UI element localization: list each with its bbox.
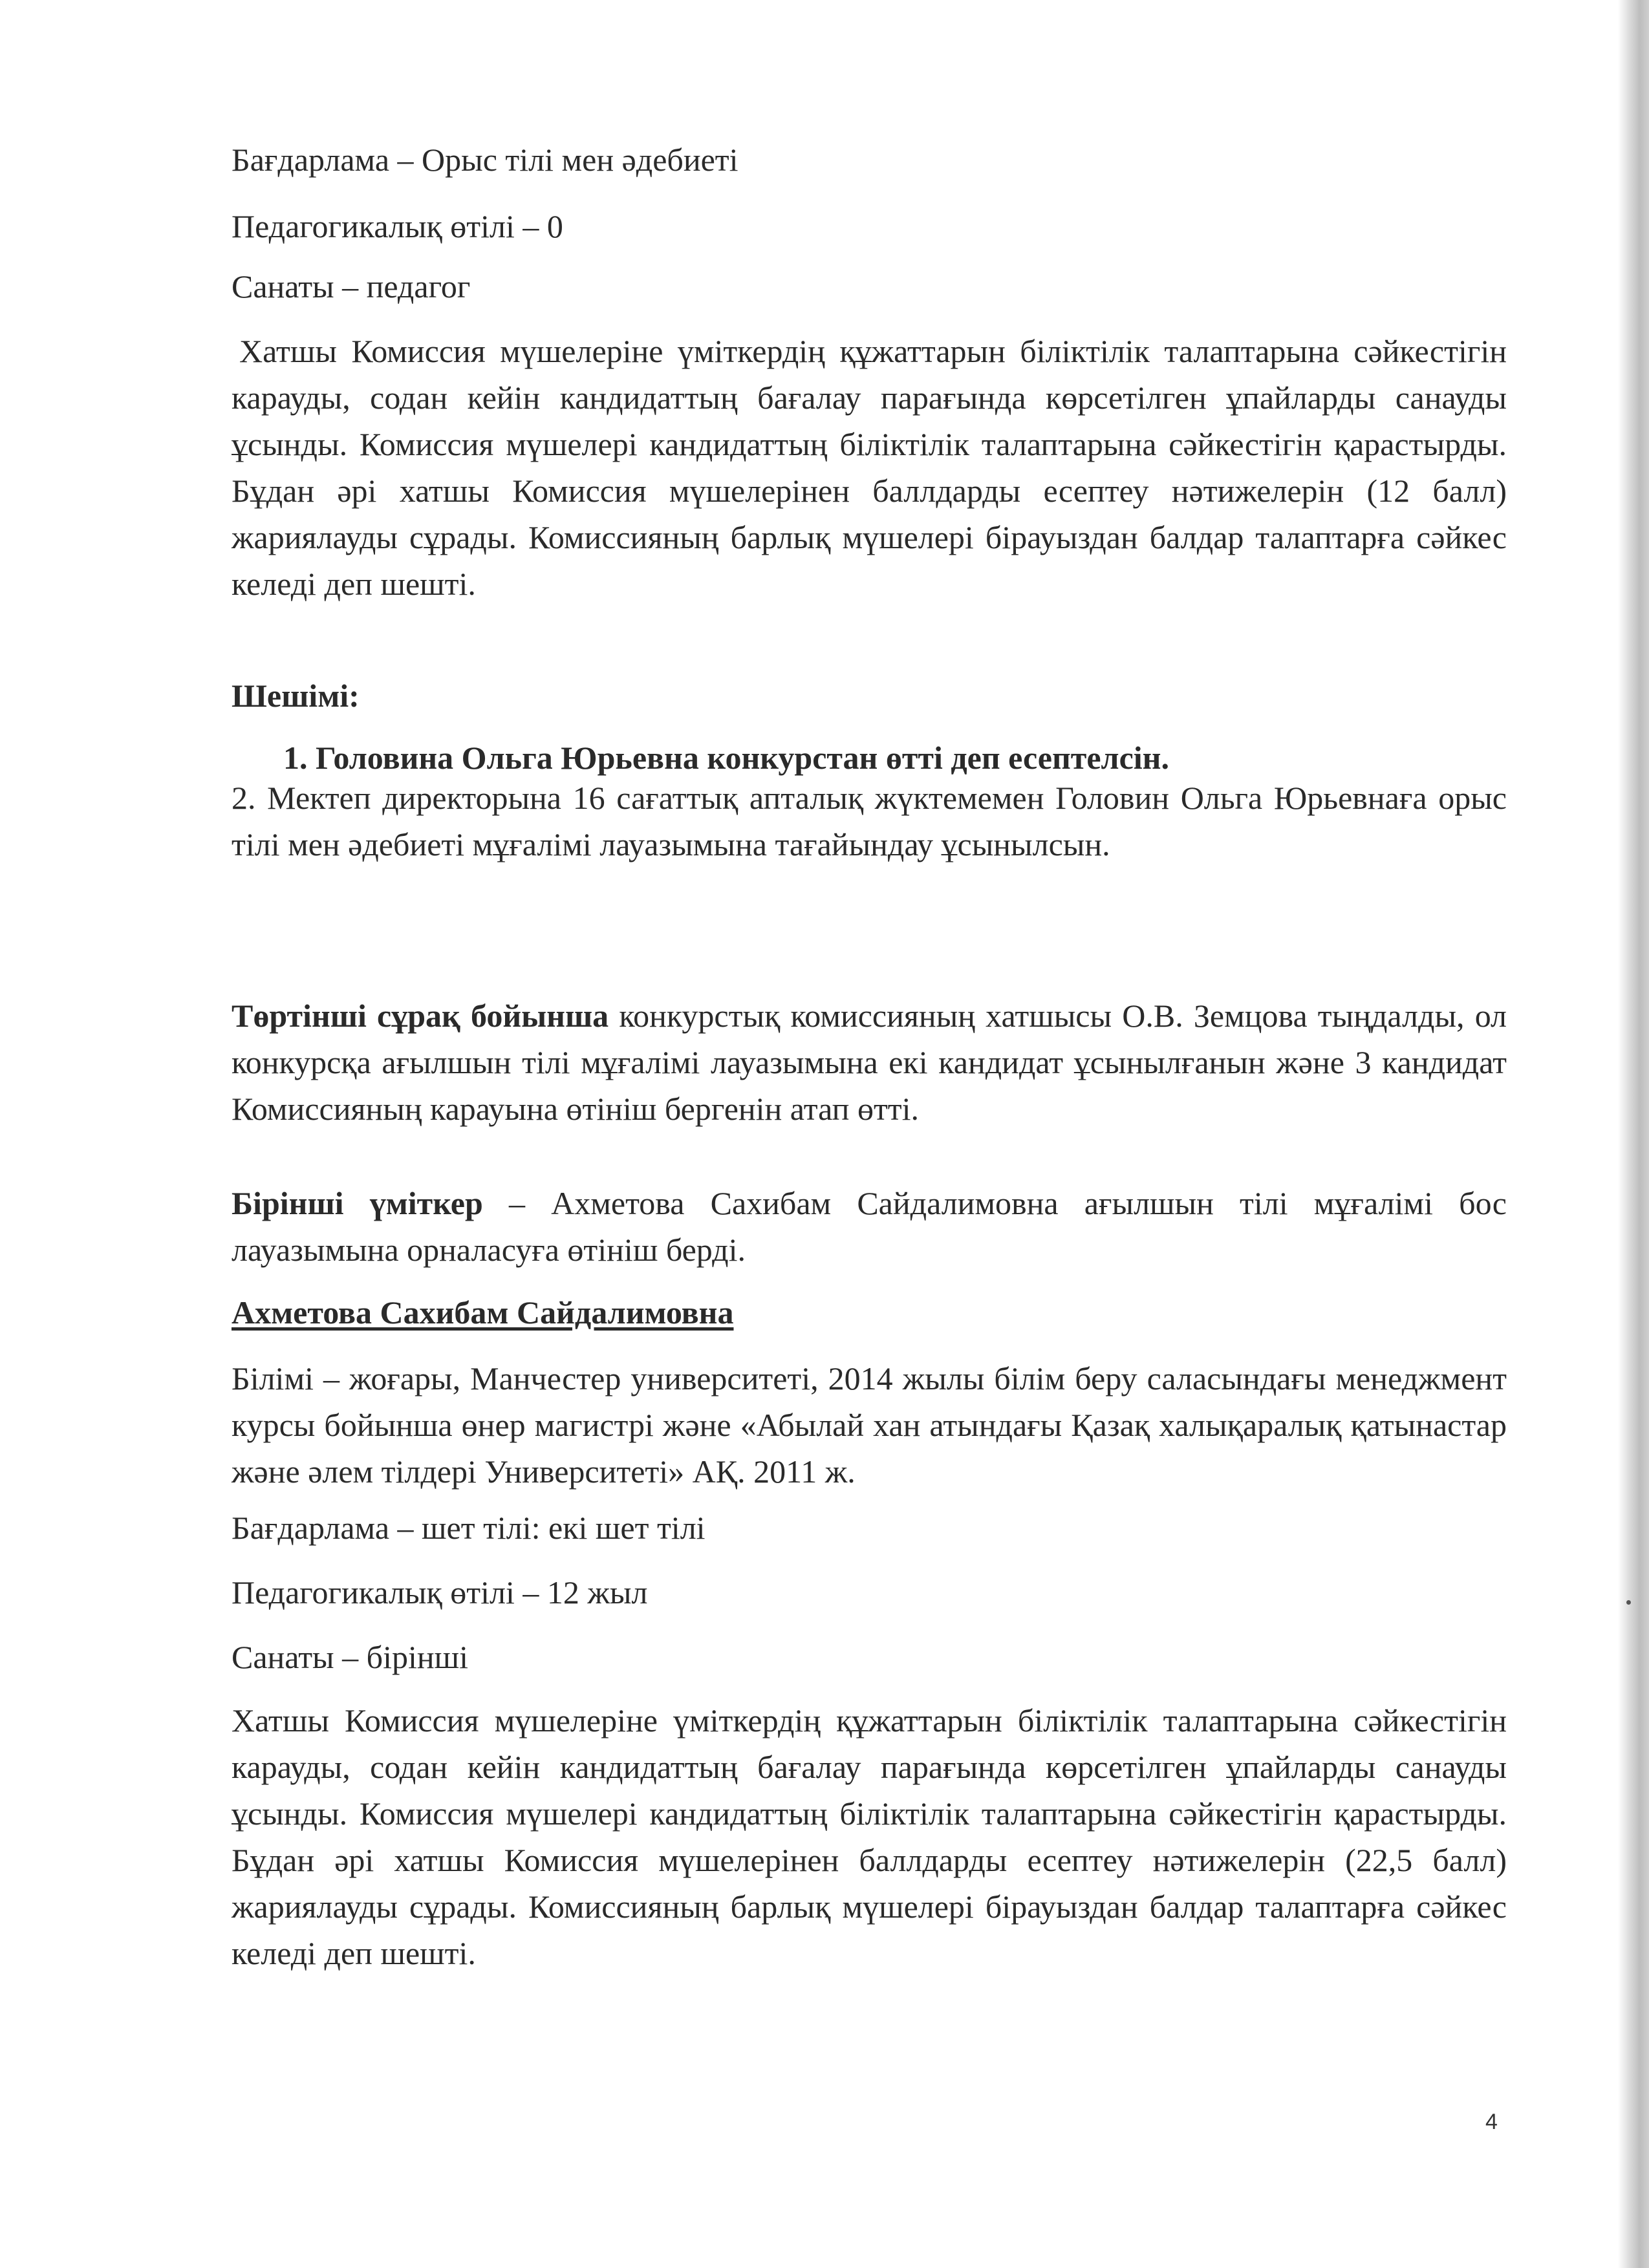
- secretary-paragraph-1: Хатшы Комиссия мүшелеріне үміткердің құжаттарын біліктілік талаптарына сәйкестігін карауды, содан кейін кандидаттың бағалау парағында көрсетілген ұпайларды санауды ұсынды. Комиссия мүшелері кандидаттың біліктілік талаптарына сәйкестігін қарастырды. Бұдан әрі хатшы Комиссия мүшелерінен баллдарды есептеу нәтижелерін (12 балл) жариялауды сұрады. Комиссияның барлық мүшелері бірауыздан балдар талаптарға сәйкес келеді деп шешті.: [232, 333, 1507, 602]
- candidate-1-lead: Бірінші үміткер: [232, 1185, 483, 1221]
- decision-item-1: 1. Головина Ольга Юрьевна конкурстан өтті деп есептелсін.: [283, 740, 1169, 776]
- experience-line-1: Педагогикалық өтілі – 0: [232, 208, 563, 244]
- question-4-lead: Төртінші сұрақ бойынша: [232, 998, 609, 1034]
- category-line-1: Санаты – педагог: [232, 268, 471, 305]
- question-4-paragraph: [232, 992, 1507, 1132]
- decision-item-2: 2. Мектеп директорына 16 сағаттық апталық жүктемемен Головин Ольга Юрьевнаға орыс тілі мен әдебиеті мұғалімі лауазымына тағайындау ұсынылсын.: [232, 780, 1507, 862]
- scan-edge-shadow: [1618, 0, 1649, 2268]
- question-4-text: конкурстық комиссияның хатшысы О.В. Земцова тыңдалды, ол конкурсқа ағылшын тілі мұғалімі лауазымына екі кандидат ұсынылғанын және 3 кандидат Комиссияның карауына өтініш бергенін атап өтті.: [232, 998, 1507, 1127]
- candidate-1-paragraph: [232, 1180, 1507, 1273]
- decision-heading: Шешімі:: [232, 678, 360, 714]
- category-line-2: Санаты – бірінші: [232, 1639, 469, 1675]
- program-line-1: Бағдарлама – Орыс тілі мен әдебиеті: [232, 142, 738, 178]
- candidate-1-education: Білімі – жоғары, Манчестер университеті, 2014 жылы білім беру саласындағы менеджмент курсы бойынша өнер магистрі және «Абылай хан атындағы Қазақ халықаралық қатынастар және әлем тілдері Университеті» АҚ. 2011 ж.: [232, 1360, 1507, 1490]
- candidate-1-name-heading: Ахметова Сахибам Сайдалимовна: [232, 1294, 734, 1331]
- page-number: 4: [1485, 2110, 1498, 2134]
- program-line-2: Бағдарлама – шет тілі: екі шет тілі: [232, 1510, 706, 1546]
- scan-speck: [1626, 1600, 1631, 1605]
- experience-line-2: Педагогикалық өтілі – 12 жыл: [232, 1574, 648, 1610]
- secretary-paragraph-2: Хатшы Комиссия мүшелеріне үміткердің құжаттарын біліктілік талаптарына сәйкестігін карауды, содан кейін кандидаттың бағалау парағында көрсетілген ұпайларды санауды ұсынды. Комиссия мүшелері кандидаттың біліктілік талаптарына сәйкестігін қарастырды. Бұдан әрі хатшы Комиссия мүшелерінен баллдарды есептеу нәтижелерін (22,5 балл) жариялауды сұрады. Комиссияның барлық мүшелері бірауыздан балдар талаптарға сәйкес келеді деп шешті.: [232, 1702, 1507, 1971]
- candidate-1-text: – Ахметова Сахибам Сайдалимовна ағылшын тілі мұғалімі бос лауазымына орналасуға өтініш берді.: [232, 1185, 1507, 1268]
